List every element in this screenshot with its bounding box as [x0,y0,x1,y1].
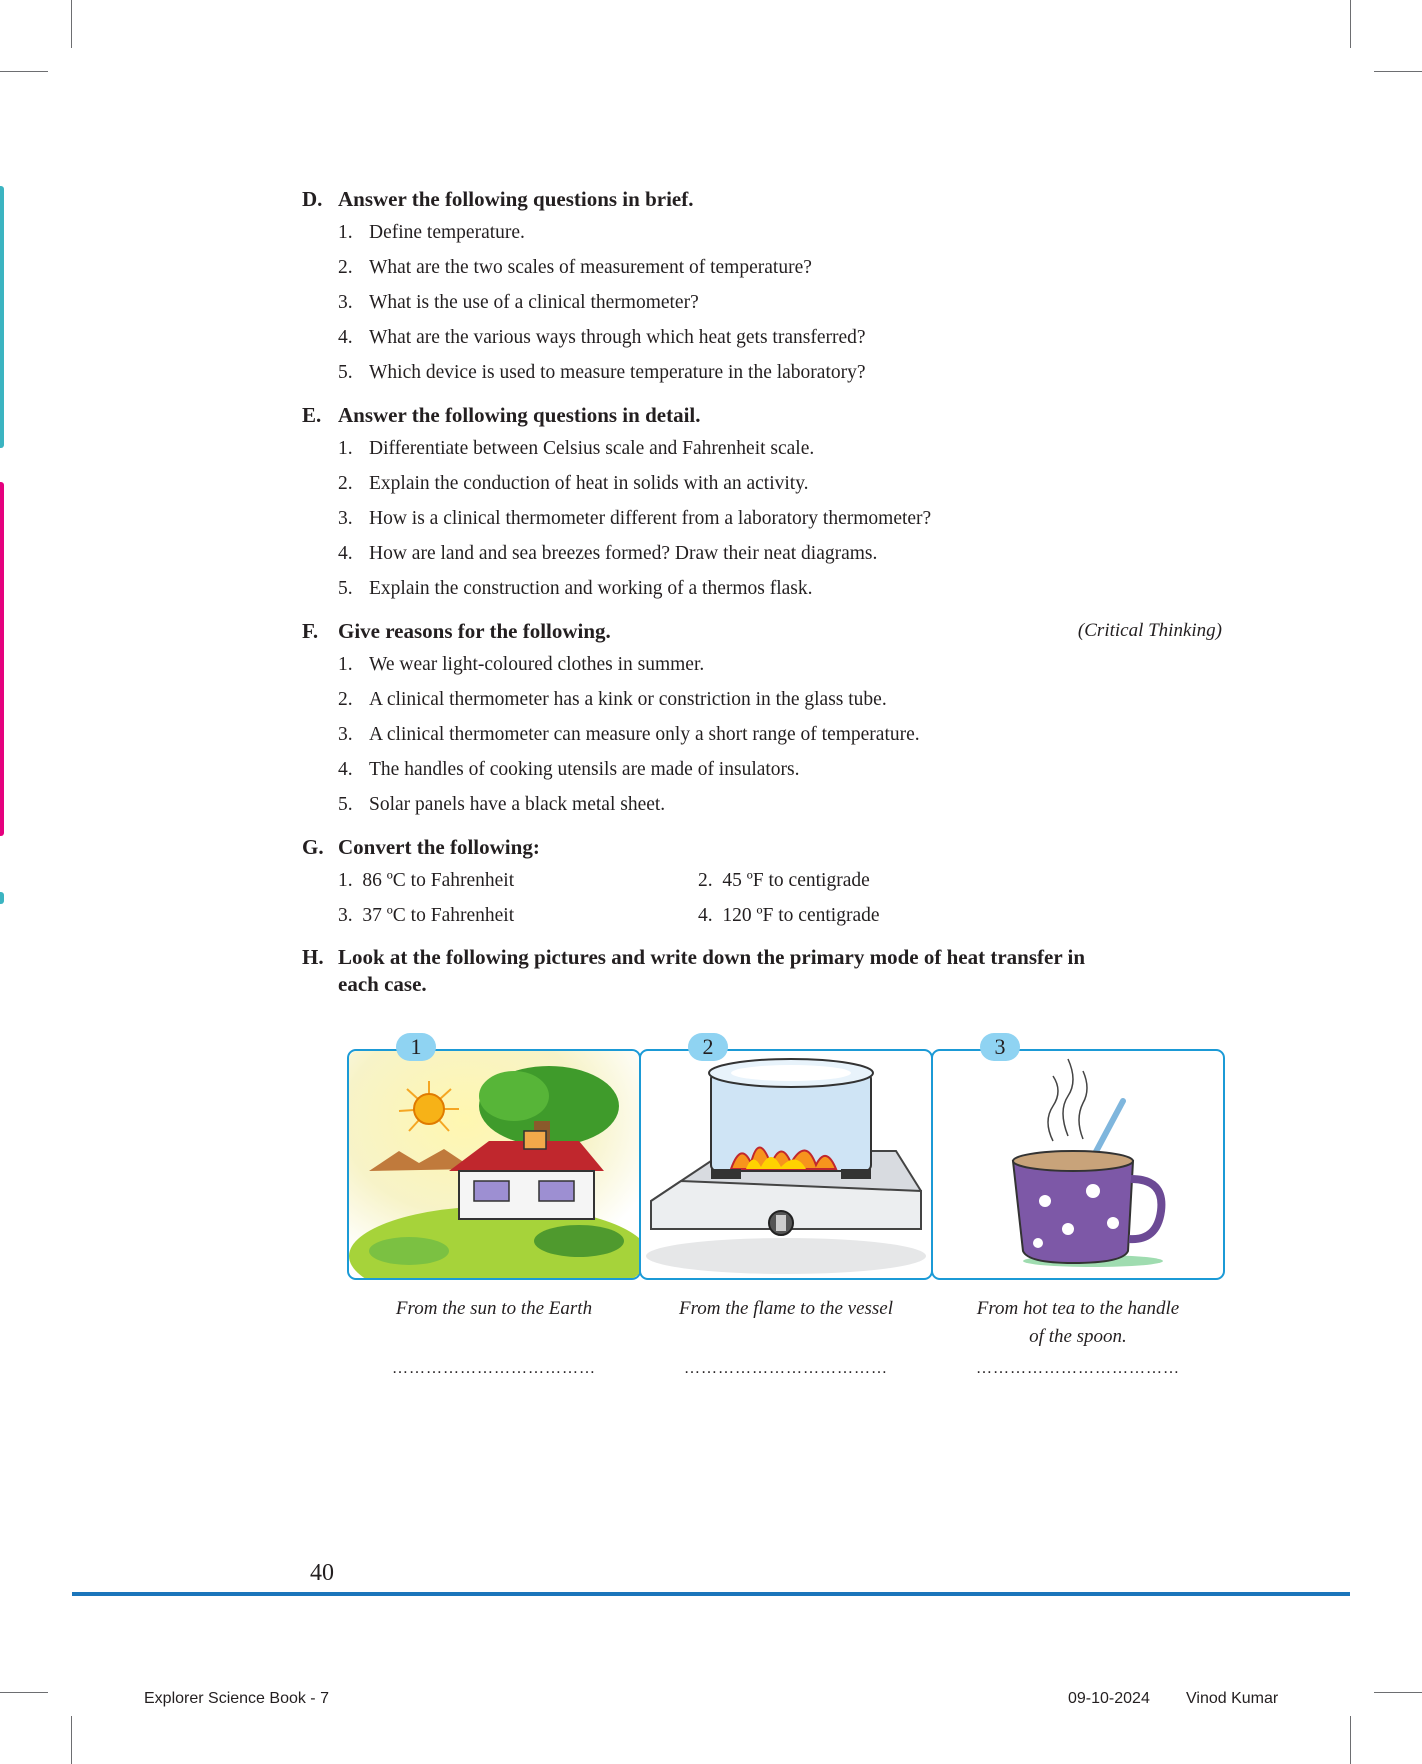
question-item [302,355,1222,390]
footer-date: 09-10-2024 [1068,1690,1150,1707]
question-item [302,215,1222,250]
picture-caption [932,1295,1224,1351]
answer-blank[interactable]: ……………………………… [976,1360,1180,1377]
question-number: 1. [338,870,353,891]
question-number: 3. [338,724,353,745]
question-text: 45 ºF to centigrade [722,870,870,891]
side-tab-dot [0,892,4,904]
crop-mark [0,1692,48,1693]
critical-thinking-tag: (Critical Thinking) [1077,620,1222,641]
section-letter: D. [302,187,323,211]
question-item [302,752,1222,787]
question-number: 4. [338,759,353,780]
question-text: 86 ºC to Fahrenheit [362,870,515,891]
question-item [302,682,1222,717]
question-number: 5. [338,578,353,599]
question-text: Which device is used to measure temperature in the laboratory? [369,362,866,383]
section-letter: H. [302,945,324,969]
question-number: 4. [698,905,713,926]
sun-house-icon [349,1051,639,1278]
question-number: 1. [338,438,353,459]
pot-on-stove-icon [641,1051,931,1278]
question-item [302,431,1222,466]
answer-blank[interactable]: ……………………………… [392,1360,596,1377]
section-f [302,617,1222,822]
question-text: How are land and sea breezes formed? Draw their neat diagrams. [369,543,878,564]
question-number: 5. [338,794,353,815]
page-number: 40 [310,1560,334,1586]
footer-author: Vinod Kumar [1186,1690,1279,1707]
footer-book-title: Explorer Science Book - 7 [144,1690,329,1707]
question-number: 5. [338,362,353,383]
section-heading [302,185,1222,213]
question-item [302,250,1222,285]
section-letter: F. [302,619,319,643]
question-text: The handles of cooking utensils are made of insulators. [369,759,800,780]
section-h [302,944,1222,1004]
question-number: 2. [338,473,353,494]
crop-mark [71,0,72,48]
section-e [302,401,1222,606]
crop-mark [71,1716,72,1764]
section-title: Give reasons for the following. [338,619,611,643]
section-title: Answer the following questions in detail. [338,403,701,427]
question-text: 37 ºC to Fahrenheit [362,905,515,926]
section-title: Convert the following: [338,835,540,859]
question-number: 2. [698,870,713,891]
question-item [302,466,1222,501]
question-number: 4. [338,327,353,348]
question-item [302,320,1222,355]
picture-number-badge: 3 [980,1033,1020,1061]
question-text: We wear light-coloured clothes in summer. [369,654,705,675]
question-item [302,647,1222,682]
picture-caption [348,1295,640,1323]
question-number: 3. [338,905,353,926]
picture-caption [640,1295,932,1323]
picture-panel-2 [639,1049,933,1280]
question-item [302,787,1222,822]
section-heading [302,833,1222,861]
caption-line: of the spoon. [1029,1326,1127,1347]
question-number: 2. [338,689,353,710]
caption-line: From the flame to the vessel [678,1298,894,1319]
question-text: What are the various ways through which heat gets transferred? [369,327,866,348]
question-item [302,285,1222,320]
section-title-line: each case. [338,972,427,996]
question-text: Define temperature. [369,222,525,243]
section-title-line: Look at the following pictures and write down the primary mode of heat transfer in [338,945,1086,969]
crop-mark [1350,0,1351,48]
question-number: 4. [338,543,353,564]
question-text: 120 ºF to centigrade [722,905,880,926]
picture-panel-1 [347,1049,641,1280]
question-item [302,717,1222,752]
section-g [302,833,1222,933]
question-item [302,536,1222,571]
question-text: Differentiate between Celsius scale and Fahrenheit scale. [369,438,815,459]
picture-panel-3 [931,1049,1225,1280]
picture-number-badge: 1 [396,1033,436,1061]
question-item [302,501,1222,536]
crop-mark [0,71,48,72]
crop-mark [1350,1716,1351,1764]
section-d [302,185,1222,390]
section-letter: E. [302,403,322,427]
section-heading [302,617,1222,645]
side-tab-teal [0,186,4,448]
section-title: Answer the following questions in brief. [338,187,694,211]
picture-number-badge: 2 [688,1033,728,1061]
tea-cup-spoon-icon [933,1051,1223,1278]
crop-mark [1374,71,1422,72]
conversion-item [698,863,870,898]
conversion-item [698,898,880,933]
question-text: Solar panels have a black metal sheet. [369,794,666,815]
caption-line: From the sun to the Earth [395,1298,593,1319]
question-number: 1. [338,654,353,675]
question-number: 1. [338,222,353,243]
question-text: A clinical thermometer has a kink or constriction in the glass tube. [369,689,887,710]
crop-mark [1374,1692,1422,1693]
conversion-item [338,898,514,933]
question-number: 3. [338,292,353,313]
section-title [338,944,1085,998]
section-heading [302,401,1222,429]
section-letter: G. [302,835,324,859]
question-text: Explain the conduction of heat in solids with an activity. [369,473,809,494]
question-text: How is a clinical thermometer different from a laboratory thermometer? [369,508,932,529]
conversion-item [338,863,514,898]
answer-blank[interactable]: ……………………………… [684,1360,888,1377]
question-item [302,571,1222,606]
question-number: 3. [338,508,353,529]
question-text: Explain the construction and working of a thermos flask. [369,578,813,599]
question-number: 2. [338,257,353,278]
question-text: A clinical thermometer can measure only a short range of temperature. [369,724,920,745]
caption-line: From hot tea to the handle [976,1298,1180,1319]
bottom-rule [72,1592,1350,1596]
question-text: What are the two scales of measurement of temperature? [369,257,812,278]
question-text: What is the use of a clinical thermometer? [369,292,699,313]
side-tab-magenta [0,482,4,836]
